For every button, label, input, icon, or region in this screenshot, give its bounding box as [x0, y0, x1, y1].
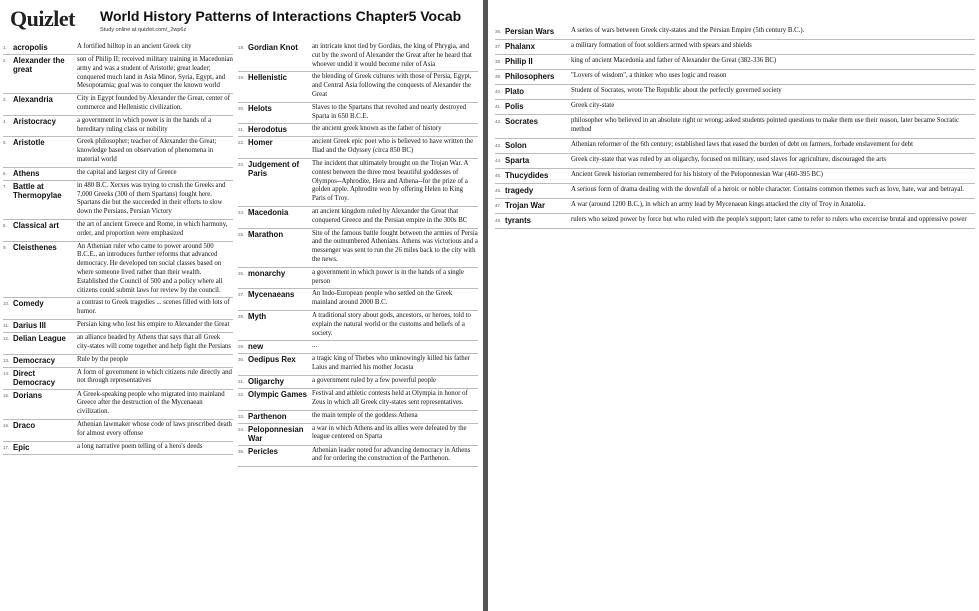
entry-number: 32.	[238, 391, 245, 397]
entry-term: Classical art	[13, 220, 59, 230]
entry-number: 29.	[238, 344, 245, 350]
entry-term: Aristocracy	[13, 116, 56, 126]
entry-definition: Athenian reformer of the 6th century; established laws that eased the burden of debt on farmers, forbade enslavement for debt	[571, 140, 913, 148]
entry-number: 4.	[3, 118, 7, 124]
entry-number: 23.	[238, 161, 245, 167]
entry-number: 34.	[238, 426, 245, 432]
vocab-entry	[495, 55, 975, 70]
entry-term: Oligarchy	[248, 376, 284, 386]
vocab-entry	[238, 289, 478, 311]
page-two	[489, 0, 979, 611]
vocab-entry	[238, 207, 478, 229]
entry-number: 28.	[238, 313, 245, 319]
entry-definition: philosopher who believed in an absolute right or wrong; asked students pointed questions to make them use their reason, later became Socratic method	[571, 117, 960, 133]
entry-term: Comedy	[13, 299, 44, 309]
vocab-entry	[3, 94, 233, 116]
entry-term: Cleisthenes	[13, 242, 57, 252]
entry-definition: the ancient greek known as the father of history	[312, 125, 442, 133]
vocab-entry	[238, 341, 478, 354]
entry-definition: a contrast to Greek tragedies ... scenes filled with lots of humor.	[77, 299, 230, 316]
entry-term: tyrants	[505, 215, 531, 225]
entry-definition: a government in which power is in the hands of a single person	[312, 268, 464, 285]
entry-term: Hellenistic	[248, 73, 287, 83]
entry-definition: in 480 B.C. Xerxes was trying to crush the Greeks and 7,000 Greeks (300 of them Spartans) fought here. Spartans die but the succeeded in their efforts to slow down the Persians, Persian Victory	[77, 181, 226, 216]
vocab-entry	[3, 242, 233, 299]
document-header	[10, 6, 480, 40]
entry-term: Phalanx	[505, 42, 535, 51]
entry-definition: Greek city-state that was ruled by an oligarchy, focused on military, used slaves for agriculture, discouraged the arts	[571, 155, 887, 163]
entry-term: Alexandria	[13, 95, 53, 105]
entry-term: Persian Wars	[505, 27, 555, 36]
entry-term: Pericles	[248, 446, 278, 456]
vocab-entry	[3, 168, 233, 181]
entry-definition: A form of government in which citizens rule directly and not through representatives	[77, 368, 232, 385]
vocab-entry	[495, 115, 975, 139]
entry-definition: a tragic king of Thebes who unknowingly killed his father Laius and married his mother Jocasta	[312, 355, 470, 372]
entry-definition: a government ruled by a few powerful people	[312, 376, 436, 384]
entry-definition: a war in which Athens and its allies were defeated by the league centered on Sparta	[312, 424, 467, 441]
entry-definition: the blending of Greek cultures with those of Persia, Egypt, and Central Asia following the conquests of Alexander the Great	[312, 73, 472, 98]
entry-number: 17.	[3, 444, 10, 450]
vocab-entry	[238, 411, 478, 424]
entry-definition: a long narrative poem telling of a hero's deeds	[77, 442, 203, 450]
entry-term: Judgement of Paris	[248, 159, 300, 178]
vocab-entry	[3, 298, 233, 320]
entry-number: 46.	[495, 187, 502, 193]
entry-definition: Ancient Greek historian remembered for his history of the Peloponnesian War (460-395 BC)	[571, 170, 823, 178]
entry-number: 13.	[3, 357, 10, 363]
entry-definition: An Athenian ruler who came to power around 500 B.C.E., an introduces further reforms that advanced democracy. He developed ten social classes based on where someone lived rather than their wealth. Established the Council of 500 and a policy where all citizens could submit laws for review by the council.	[77, 242, 223, 294]
vocab-entry	[495, 139, 975, 154]
entry-term: Philosophers	[505, 72, 555, 81]
entry-definition: A traditional story about gods, ancestors, or heroes, told to explain the natural world or the customs and beliefs of a society.	[312, 311, 471, 337]
entry-definition: the main temple of the goddess Athena	[312, 411, 418, 419]
entry-term: Peloponnesian War	[248, 424, 304, 443]
page-title: World History Patterns of Interactions Chapter5 Vocab	[100, 8, 462, 24]
entry-number: 27.	[238, 292, 245, 298]
entry-number: 9.	[3, 244, 7, 250]
entry-number: 22.	[238, 140, 245, 146]
vocab-column-1	[3, 42, 233, 455]
vocab-entry	[3, 442, 233, 455]
entry-number: 36.	[495, 29, 502, 34]
entry-definition: The incident that ultimately brought on the Trojan War. A contest between the three most beautiful goddesses of Olympos--Aphrodite, Hera and Athena--for the prize of a golden apple. Aphrodite won by offering Helen to King Paris of Troy.	[312, 159, 469, 203]
vocab-entry	[238, 446, 478, 468]
page-one	[0, 0, 482, 611]
entry-term: Darius III	[13, 320, 46, 330]
entry-number: 21.	[238, 127, 245, 133]
entry-term: Battle at Thermopylae	[13, 181, 62, 200]
vocab-entry	[495, 154, 975, 169]
entry-number: 43.	[495, 142, 502, 148]
entry-term: new	[248, 342, 264, 352]
entry-term: Thucydides	[505, 170, 549, 180]
entry-number: 47.	[495, 202, 502, 208]
entry-term: Plato	[505, 87, 525, 96]
entry-definition: an ancient kingdom ruled by Alexander the Great that conquered Greece and the Persian empire in the 300s BC	[312, 207, 468, 224]
vocab-entry	[3, 42, 233, 55]
entry-definition: Site of the famous battle fought between the armies of Persia and the outnumbered Athenians. Athens was victorious and a messenger was sent to run the 26 miles back to the city with the news.	[312, 229, 478, 263]
vocab-entry	[3, 390, 233, 420]
vocab-entry	[495, 169, 975, 184]
entry-term: Democracy	[13, 355, 56, 365]
vocab-entry	[238, 72, 478, 102]
entry-number: 2.	[3, 58, 7, 63]
vocab-entry	[3, 320, 233, 333]
entry-term: Mycenaeans	[248, 290, 295, 300]
vocab-entry	[238, 389, 478, 411]
entry-term: Sparta	[505, 155, 530, 165]
entry-number: 48.	[495, 217, 502, 223]
vocab-entry	[238, 103, 478, 125]
vocab-entry	[495, 199, 975, 214]
entry-number: 20.	[238, 105, 245, 111]
vocab-entry	[238, 354, 478, 376]
entry-term: Philip II	[505, 57, 533, 66]
entry-number: 24.	[238, 209, 245, 215]
entry-definition: A series of wars between Greek city-states and the Persian Empire (5th century B.C.).	[571, 27, 805, 34]
entry-definition: an alliance headed by Athens that says that all Greek city-states will come together and help fight the Persians	[77, 333, 232, 350]
vocab-entry	[3, 116, 233, 138]
vocab-entry	[3, 137, 233, 167]
entry-term: Homer	[248, 138, 273, 148]
entry-definition: the capital and largest city of Greece	[77, 168, 177, 176]
vocab-entry	[3, 355, 233, 368]
entry-number: 40.	[495, 89, 502, 94]
entry-number: 18.	[238, 45, 245, 50]
entry-definition: a government in which power is in the hands of a hereditary ruling class or nobility	[77, 116, 212, 133]
entry-number: 39.	[495, 74, 502, 79]
entry-number: 11.	[3, 322, 9, 328]
entry-definition: a military formation of foot soldiers armed with spears and shields	[571, 42, 752, 49]
entry-definition: Persian king who lost his empire to Alexander the Great	[77, 320, 230, 328]
entry-number: 10.	[3, 301, 10, 307]
entry-number: 35.	[238, 448, 245, 454]
entry-definition: A Greek-speaking people who migrated into mainland Greece after the destruction of the Mycenaean civilization.	[77, 390, 225, 416]
entry-definition: Athenian leader noted for advancing democracy in Athens and for ordering the construction of the Parthenon.	[312, 446, 471, 463]
vocab-entry	[238, 124, 478, 137]
vocab-entry	[238, 376, 478, 389]
entry-definition: Student of Socrates, wrote The Republic about the perfectly governed society	[571, 87, 782, 94]
entry-number: 42.	[495, 119, 502, 124]
entry-term: Polis	[505, 102, 524, 111]
entry-definition: rulers who seized power by force but who ruled with the people's support; later came to refer to rulers who excercise brutal and oppressive power	[571, 215, 967, 223]
entry-term: monarchy	[248, 268, 286, 278]
entry-definition: ancient Greek epic poet who is believed to have written the Iliad and the Odyssey (circa 850 BC)	[312, 138, 474, 155]
entry-number: 44.	[495, 157, 502, 163]
entry-definition: Slaves to the Spartans that revolted and nearly destroyed Sparta in 650 B.C.E.	[312, 103, 467, 120]
vocab-entry	[495, 25, 975, 40]
vocab-entry	[238, 424, 478, 446]
entry-term: Marathon	[248, 229, 284, 239]
entry-definition: Athenian lawmaker whose code of laws prescribed death for almost every offense	[77, 420, 232, 437]
entry-term: Direct Democracy	[13, 368, 56, 387]
entry-number: 37.	[495, 44, 502, 49]
entry-definition: king of ancient Macedonia and father of Alexander the Great (382-336 BC)	[571, 57, 777, 64]
vocab-entry	[495, 100, 975, 115]
entry-term: Myth	[248, 311, 267, 321]
entry-definition: the art of ancient Greece and Rome, in which harmony, order, and proportion were emphasized	[77, 220, 228, 237]
vocab-entry	[495, 85, 975, 100]
entry-number: 12.	[3, 335, 10, 341]
entry-definition: Festival and athletic contests held at Olympia in honor of Zeus in which all Greek city-states sent representatives.	[312, 389, 468, 406]
vocab-entry	[238, 311, 478, 341]
entry-definition: City in Egypt founded by Alexander the Great, center of commerce and Hellenistic civilization.	[77, 95, 230, 111]
entry-term: Oedipus Rex	[248, 355, 296, 365]
entry-term: Dorians	[13, 390, 43, 400]
entry-number: 19.	[238, 75, 245, 81]
entry-number: 8.	[3, 222, 7, 228]
entry-term: tragedy	[505, 185, 534, 195]
entry-number: 15.	[3, 392, 10, 398]
vocab-entry	[238, 137, 478, 159]
vocab-entry	[495, 184, 975, 199]
entry-term: Draco	[13, 420, 36, 430]
entry-number: 25.	[238, 231, 245, 237]
vocab-column-3	[495, 25, 975, 229]
quizlet-logo: Quizlet	[10, 6, 75, 31]
entry-term: Olympic Games	[248, 389, 307, 399]
entry-number: 1.	[3, 45, 7, 50]
entry-number: 41.	[495, 104, 502, 109]
vocab-entry	[238, 159, 478, 207]
study-online-link[interactable]: Study online at quizlet.com/_2wp6z	[100, 27, 187, 33]
entry-term: Athens	[13, 168, 40, 178]
entry-term: Gordian Knot	[248, 43, 298, 52]
entry-definition: an intricate knot tied by Gordius, the king of Phrygia, and cut by the sword of Alexander the Great after he heard that whoever undid it would become ruler of Asia	[312, 43, 472, 68]
entry-definition: "Lovers of wisdom", a thinker who uses logic and reason	[571, 72, 727, 79]
entry-term: Alexander the great	[13, 56, 65, 74]
vocab-entry	[495, 214, 975, 229]
entry-definition: son of Philip II; received military training in Macedonian army and was a student of Aristotle; great leader; conquered much land in Asia Minor, Syria, Egypt, and Mesopotamia; goal was to conquer the known world	[77, 56, 233, 90]
entry-term: Herodotus	[248, 125, 287, 135]
entry-number: 33.	[238, 413, 245, 419]
vocab-entry	[3, 333, 233, 355]
entry-number: 14.	[3, 370, 10, 376]
page-divider	[483, 0, 488, 611]
entry-term: Socrates	[505, 117, 538, 126]
entry-term: Delian League	[13, 333, 66, 343]
entry-term: Parthenon	[248, 411, 287, 421]
entry-number: 7.	[3, 183, 7, 189]
vocab-entry	[238, 42, 478, 72]
entry-number: 30.	[238, 357, 245, 363]
vocab-entry	[3, 368, 233, 390]
entry-number: 5.	[3, 140, 7, 146]
entry-term: Epic	[13, 442, 30, 452]
vocab-entry	[3, 55, 233, 94]
vocab-entry	[3, 181, 233, 220]
entry-definition: A serious form of drama dealing with the downfall of a heroic or noble character. Contains common themes such as love, hate, war and betrayal.	[571, 185, 964, 193]
entry-number: 16.	[3, 422, 10, 428]
vocab-column-2	[238, 42, 478, 467]
entry-number: 45.	[495, 172, 502, 178]
entry-term: Aristotle	[13, 138, 45, 148]
vocab-entry	[495, 70, 975, 85]
vocab-entry	[495, 40, 975, 55]
entry-number: 31.	[238, 378, 245, 384]
vocab-entry	[238, 229, 478, 268]
entry-number: 3.	[3, 97, 7, 103]
entry-term: Helots	[248, 103, 272, 113]
entry-definition: Rule by the people	[77, 355, 129, 363]
vocab-entry	[238, 268, 478, 290]
entry-number: 6.	[3, 170, 7, 176]
entry-number: 26.	[238, 270, 245, 276]
entry-number: 38.	[495, 59, 502, 64]
entry-definition: An Indo-European people who settled on the Greek mainland around 2000 B.C.	[312, 290, 453, 307]
entry-term: acropolis	[13, 43, 48, 52]
entry-term: Solon	[505, 140, 527, 150]
entry-definition: A fortified hilltop in an ancient Greek city	[77, 43, 192, 50]
entry-term: Trojan War	[505, 200, 546, 210]
entry-definition: Greek city-state	[571, 102, 615, 109]
entry-definition: ...	[312, 342, 318, 350]
vocab-entry	[3, 420, 233, 442]
entry-definition: Greek philosopher; teacher of Alexander the Great; knowledge based on observation of phenomena in material world	[77, 138, 217, 163]
entry-definition: A war (around 1200 B.C.), in which an army lead by Mycenaean kings attacked the city of Troy in Anatolia.	[571, 200, 866, 208]
vocab-entry	[3, 220, 233, 242]
entry-term: Macedonia	[248, 207, 289, 217]
